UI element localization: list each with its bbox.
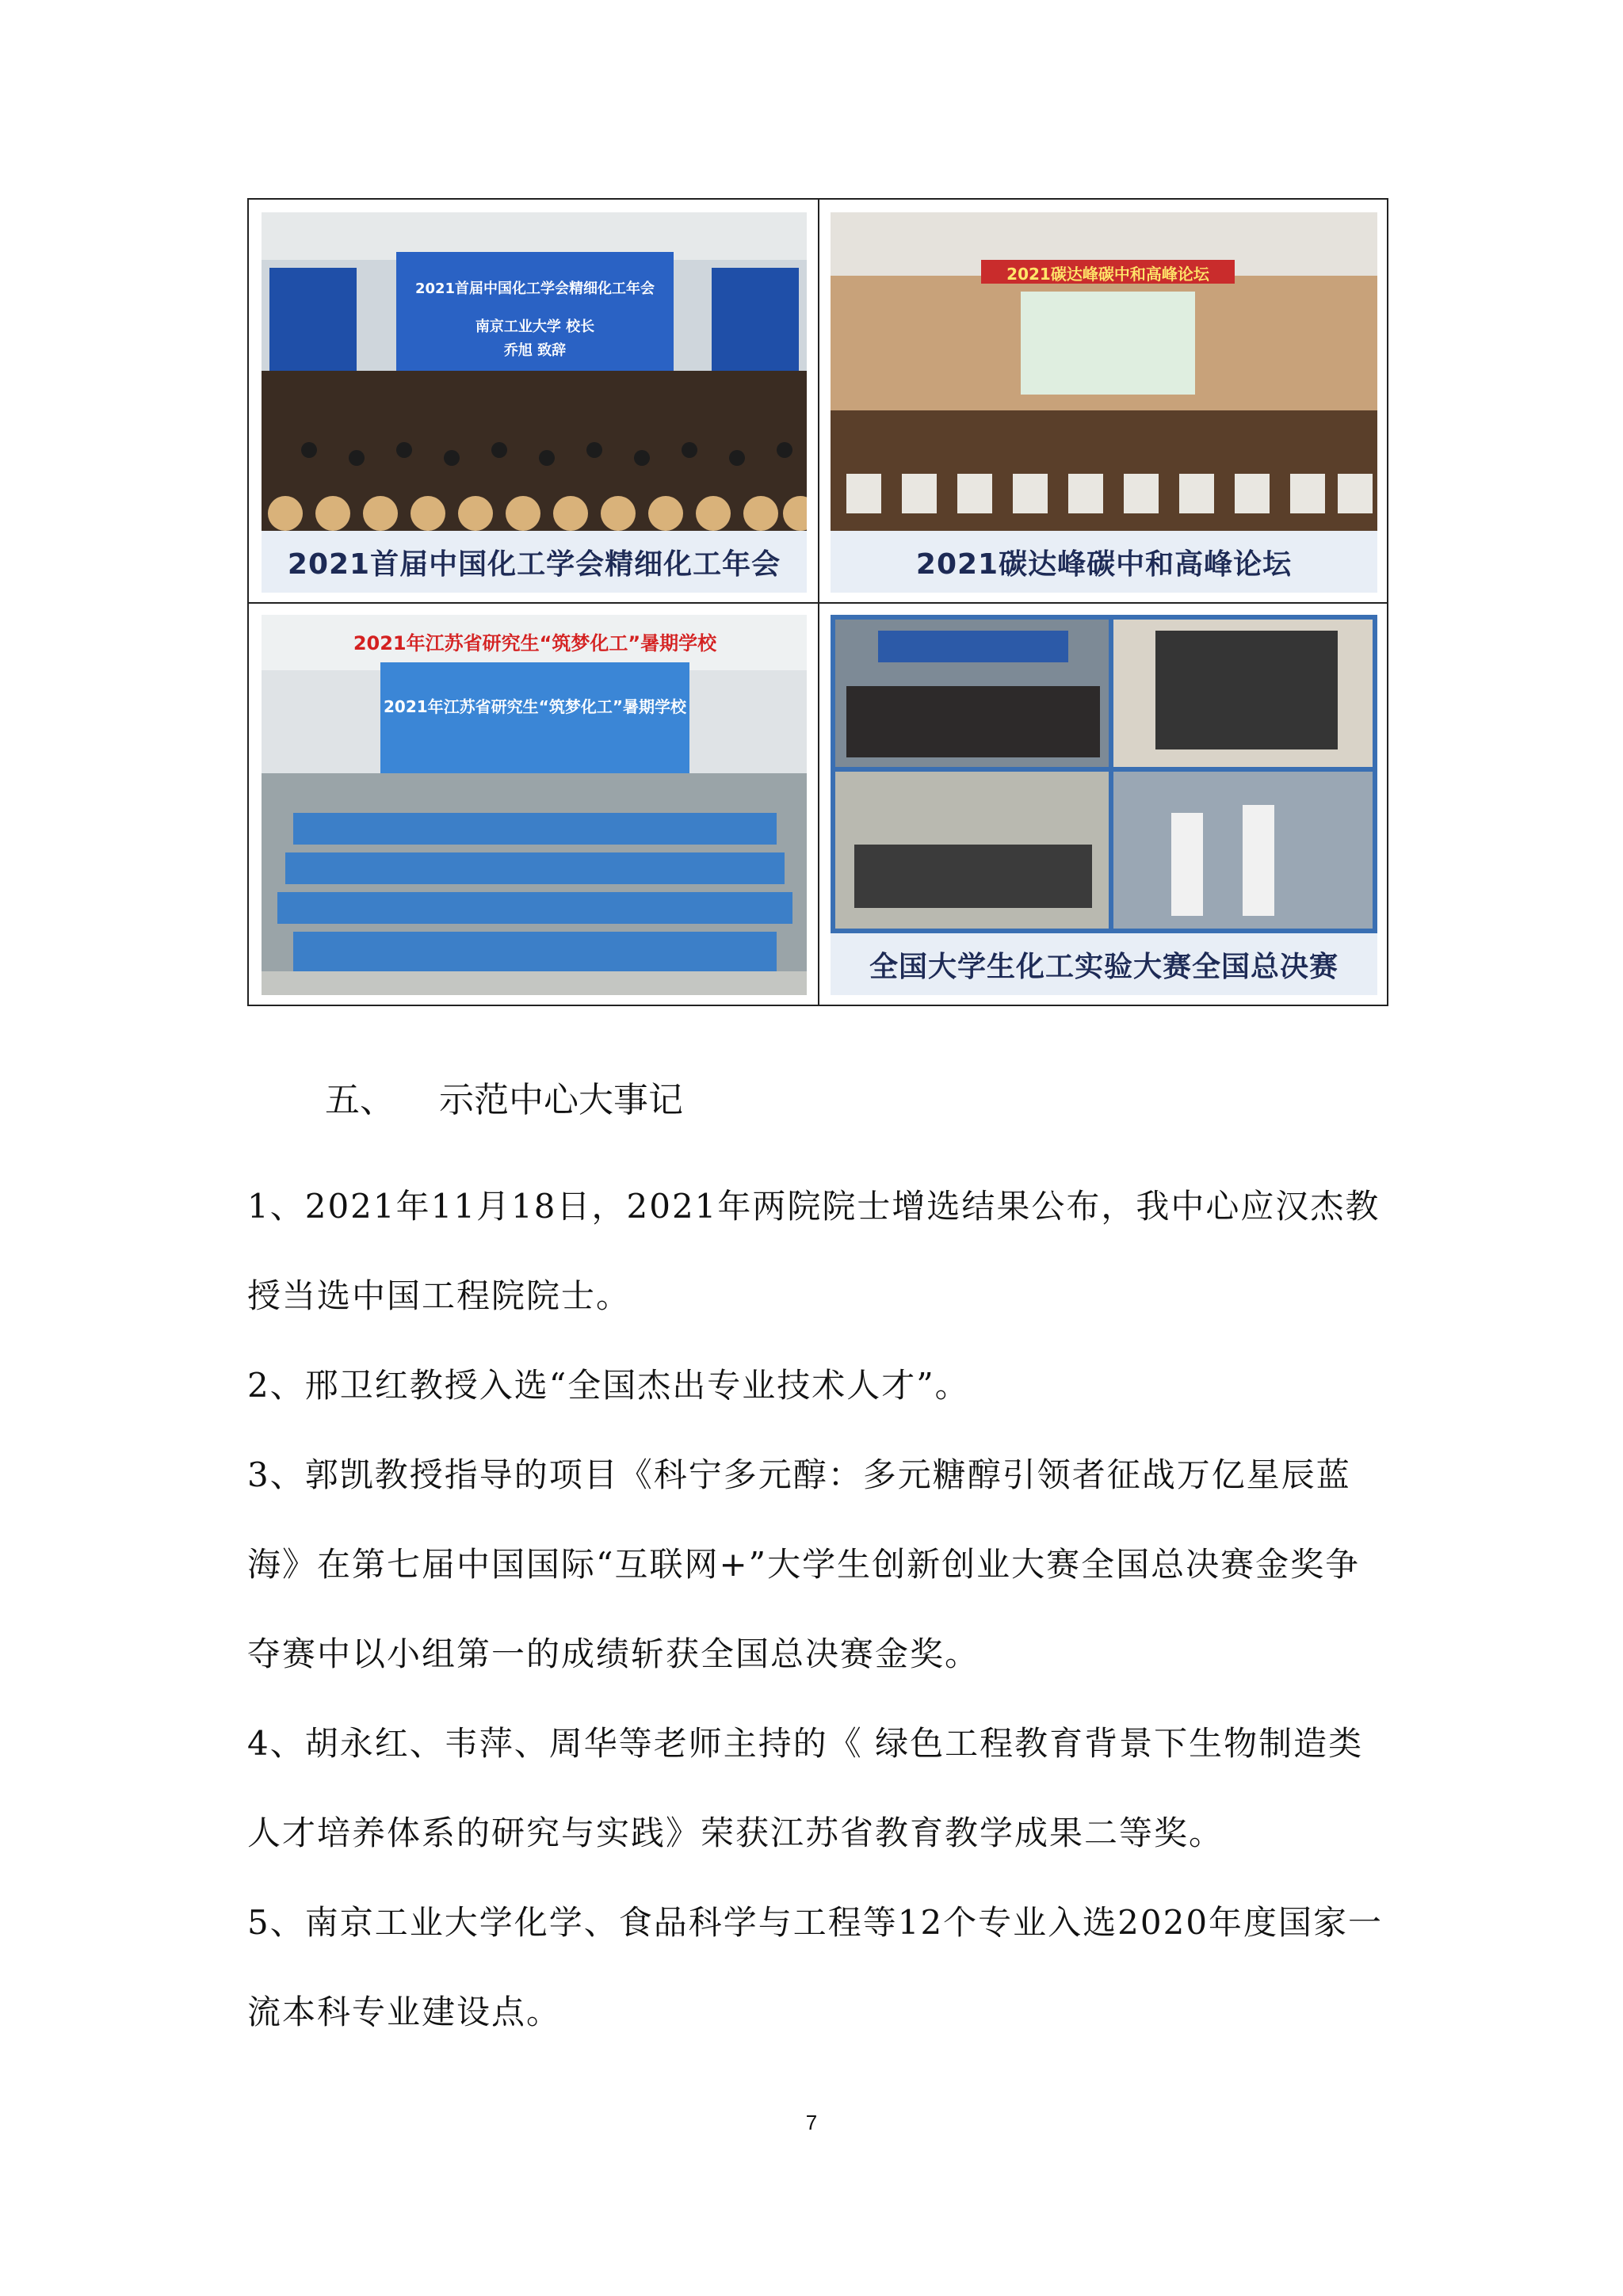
contest-collage-image — [831, 615, 1377, 933]
summer-school-backdrop: 2021年江苏省研究生“筑梦化工”暑期学校 — [384, 697, 686, 716]
summer-school-red-banner: 2021年江苏省研究生“筑梦化工”暑期学校 — [353, 632, 717, 654]
section-number: 五、 — [325, 1080, 395, 1120]
events-list — [247, 1161, 1388, 2057]
photo-conference-hall — [262, 212, 807, 593]
event-item-4: 4、胡永红、韦萍、周华等老师主持的《 绿色工程教育背景下生物制造类人才培养体系的研究与实践》荣获江苏省教育教学成果二等奖。 — [247, 1724, 1364, 1852]
screen-subtitle-1: 南京工业大学 校长 — [475, 318, 595, 335]
screen-subtitle-2: 乔旭 致辞 — [503, 342, 567, 359]
screen-title: 2021首届中国化工学会精细化工年会 — [414, 280, 655, 297]
event-item-2: 2、邢卫红教授入选“全国杰出专业技术人才”。 — [247, 1366, 970, 1405]
event-item-3: 3、郭凯教授指导的项目《科宁多元醇：多元糖醇引领者征战万亿星辰蓝海》在第七届中国国际“互联网+”大学生创新创业大赛全国总决赛金奖争夺赛中以小组第一的成绩斩获全国总决赛金奖。 — [247, 1455, 1361, 1673]
photo-caption: 2021碳达峰碳中和高峰论坛 — [831, 531, 1377, 593]
event-item-5: 5、南京工业大学化学、食品科学与工程等12个专业入选2020年度国家一流本科专业建设点。 — [247, 1903, 1384, 2031]
photo-summer-school — [262, 615, 807, 995]
photo-grid — [247, 198, 1388, 1006]
section-title: 示范中心大事记 — [439, 1080, 683, 1120]
grid-divider-horizontal — [249, 602, 1387, 604]
photo-caption: 2021首届中国化工学会精细化工年会 — [262, 531, 807, 593]
photo-experiment-contest — [831, 615, 1377, 995]
section-heading — [325, 1071, 683, 1122]
forum-banner: 2021碳达峰碳中和高峰论坛 — [1006, 265, 1209, 284]
photo-carbon-forum — [831, 212, 1377, 593]
event-item-1: 1、2021年11月18日，2021年两院院士增选结果公布，我中心应汉杰教授当选中国工程院院士。 — [247, 1187, 1381, 1315]
conference-hall-image — [262, 212, 807, 531]
forum-image — [831, 212, 1377, 531]
summer-school-image — [262, 615, 807, 995]
photo-caption: 全国大学生化工实验大赛全国总决赛 — [831, 933, 1377, 995]
page-number: 7 — [805, 2111, 818, 2134]
